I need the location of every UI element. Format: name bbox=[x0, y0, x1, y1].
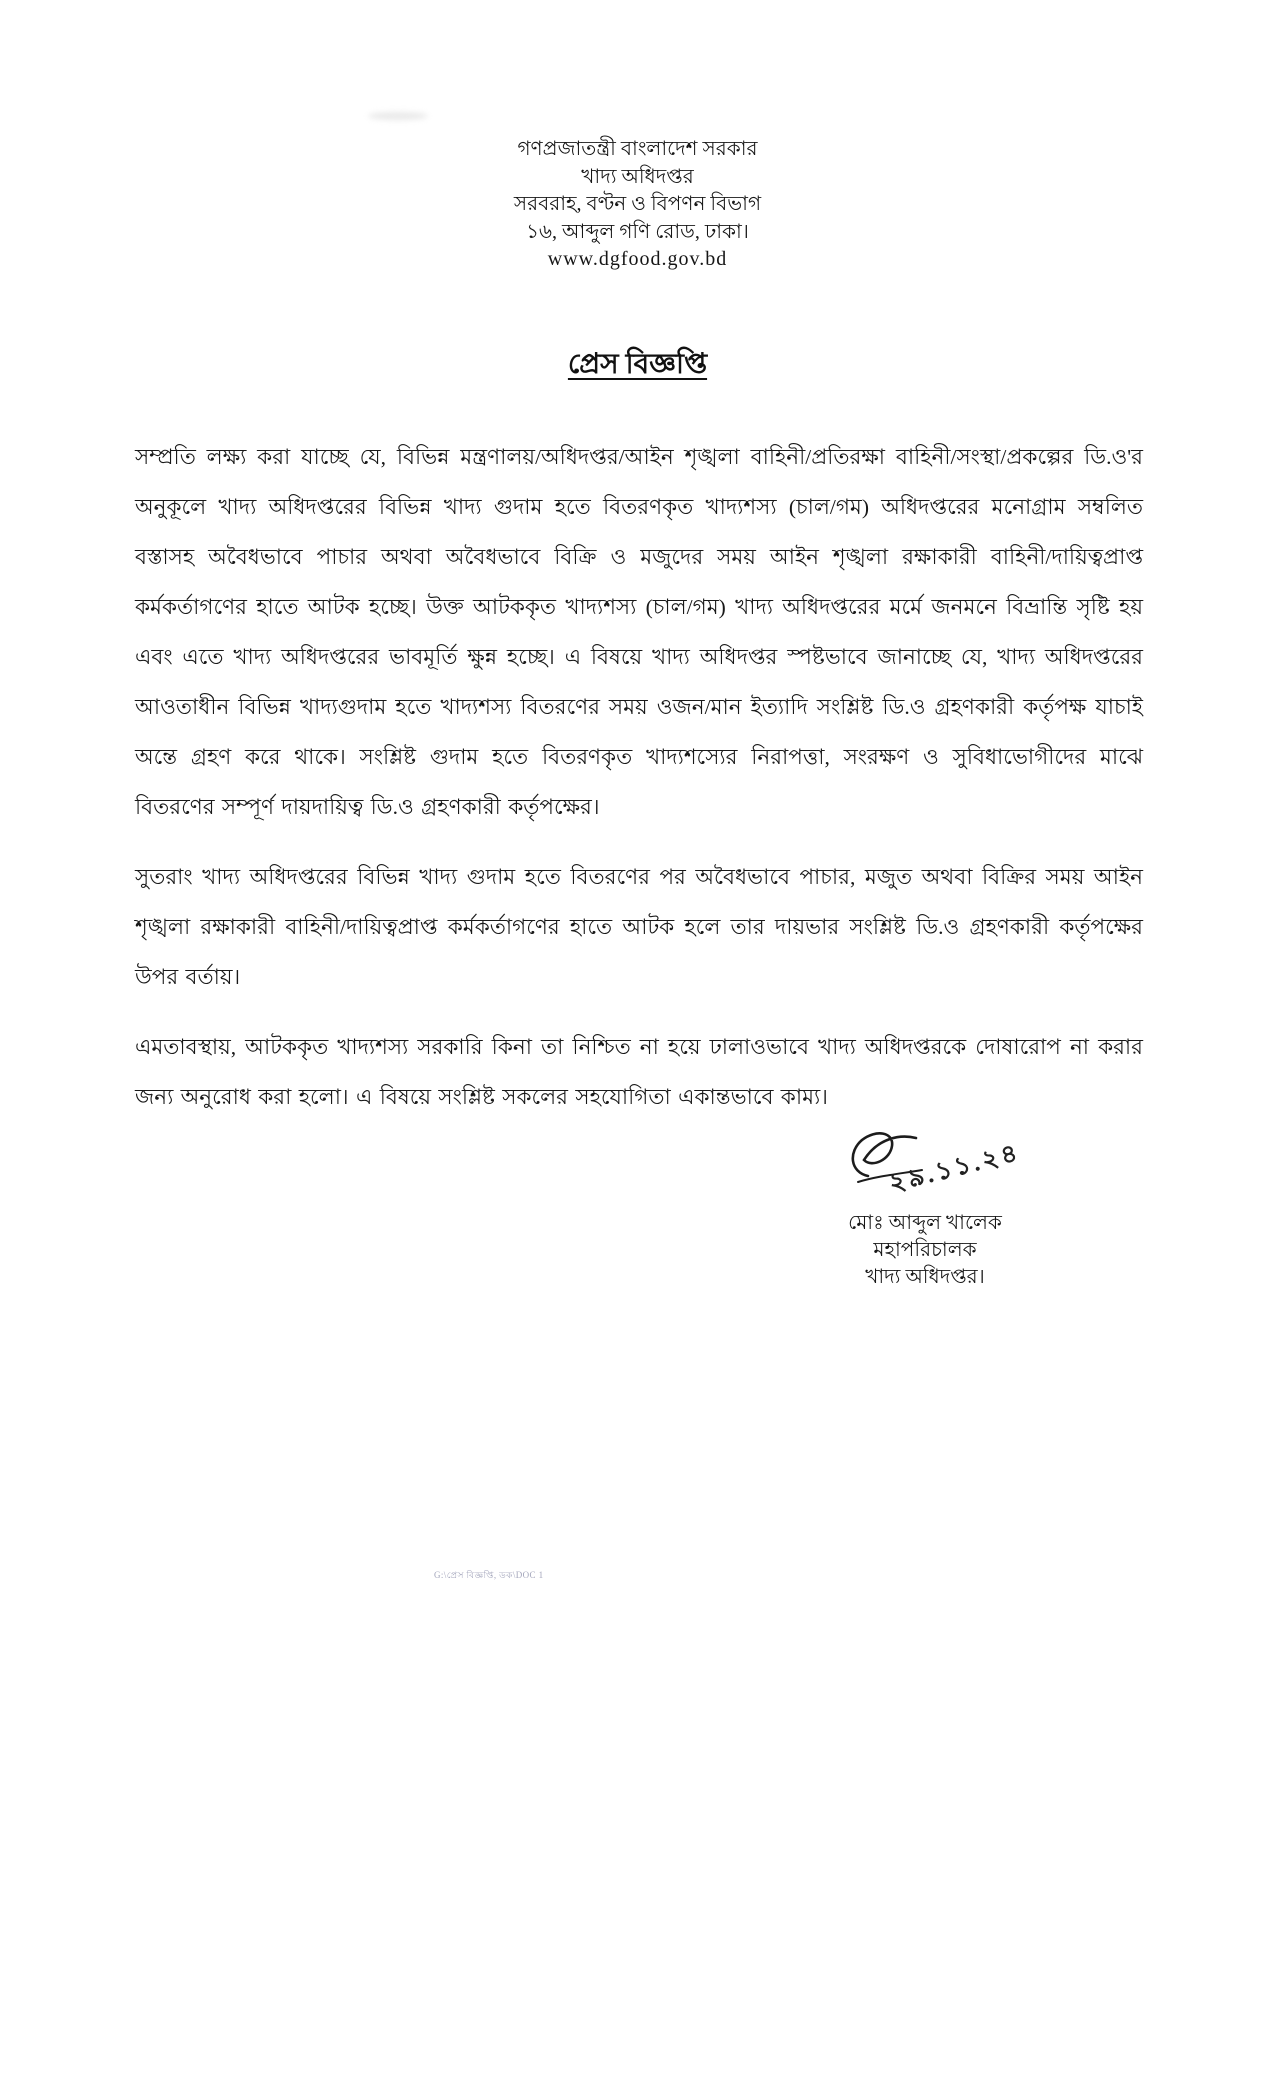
signatory-lines bbox=[790, 1210, 1060, 1291]
paragraph-1: সম্প্রতি লক্ষ্য করা যাচ্ছে যে, বিভিন্ন মন্ত্রণালয়/অধিদপ্তর/আইন শৃঙ্খলা বাহিনী/প্রতিরক্ষা বাহিনী/সংস্থা/প্রকল্পের ডি.ও'র অনুকূলে খাদ্য অধিদপ্তরের বিভিন্ন খাদ্য গুদাম হতে বিতরণকৃত খাদ্যশস্য (চাল/গম) অধিদপ্তরের মনোগ্রাম সম্বলিত বস্তাসহ অবৈধভাবে পাচার অথবা অবৈধভাবে বিক্রি ও মজুদের সময় আইন শৃঙ্খলা রক্ষাকারী বাহিনী/দায়িত্বপ্রাপ্ত কর্মকর্তাগণের হাতে আটক হচ্ছে। উক্ত আটককৃত খাদ্যশস্য (চাল/গম) খাদ্য অধিদপ্তরের মর্মে জনমনে বিভ্রান্তি সৃষ্টি হয় এবং এতে খাদ্য অধিদপ্তরের ভাবমূর্তি ক্ষুন্ন হচ্ছে। এ বিষয়ে খাদ্য অধিদপ্তর স্পষ্টভাবে জানাচ্ছে যে, খাদ্য অধিদপ্তরের আওতাধীন বিভিন্ন খাদ্যগুদাম হতে খাদ্যশস্য বিতরণের সময় ওজন/মান ইত্যাদি সংশ্লিষ্ট ডি.ও গ্রহণকারী কর্তৃপক্ষ যাচাই অন্তে গ্রহণ করে থাকে। সংশ্লিষ্ট গুদাম হতে বিতরণকৃত খাদ্যশস্যের নিরাপত্তা, সংরক্ষণ ও সুবিধাভোগীদের মাঝে বিতরণের সম্পূর্ণ দায়দায়িত্ব ডি.ও গ্রহণকারী কর্তৃপক্ষের। bbox=[135, 445, 1143, 819]
letterhead bbox=[0, 136, 1275, 274]
document-title bbox=[0, 342, 1275, 389]
signature-date-handwritten: ২৯.১১.২৪ bbox=[886, 1139, 1023, 1198]
government-name: গণপ্রজাতন্ত্রী বাংলাদেশ সরকার bbox=[517, 138, 758, 160]
department-name: খাদ্য অধিদপ্তর bbox=[581, 165, 694, 188]
division-name: সরবরাহ, বণ্টন ও বিপণন বিভাগ bbox=[513, 193, 762, 215]
file-path-note: G:\প্রেস বিজ্ঞপ্তি, ডক\DOC 1 bbox=[434, 1570, 544, 1580]
signature-block bbox=[790, 1128, 1060, 1298]
scan-smudge bbox=[368, 112, 428, 120]
document-title-text: প্রেস বিজ্ঞপ্তি bbox=[567, 349, 708, 380]
paragraph-2: সুতরাং খাদ্য অধিদপ্তরের বিভিন্ন খাদ্য গুদাম হতে বিতরণের পর অবৈধভাবে পাচার, মজুত অথবা বিক্রির সময় আইন শৃঙ্খলা রক্ষাকারী বাহিনী/দায়িত্বপ্রাপ্ত কর্মকর্তাগণের হাতে আটক হলে তার দায়ভার সংশ্লিষ্ট ডি.ও গ্রহণকারী কর্তৃপক্ষের উপর বর্তায়। bbox=[135, 865, 1143, 989]
website-url: www.dgfood.gov.bd bbox=[547, 248, 728, 270]
signatory-office: খাদ্য অধিদপ্তর। bbox=[865, 1266, 985, 1288]
signatory-designation: মহাপরিচালক bbox=[873, 1239, 977, 1261]
office-address: ১৬, আব্দুল গণি রোড, ঢাকা। bbox=[526, 220, 749, 243]
signatory-name: মোঃ আব্দুল খালেক bbox=[848, 1212, 1002, 1234]
paragraph-3: এমতাবস্থায়, আটককৃত খাদ্যশস্য সরকারি কিনা তা নিশ্চিত না হয়ে ঢালাওভাবে খাদ্য অধিদপ্তরকে দোষারোপ না করার জন্য অনুরোধ করা হলো। এ বিষয়ে সংশ্লিষ্ট সকলের সহযোগিতা একান্তভাবে কাম্য। bbox=[135, 1035, 1143, 1109]
